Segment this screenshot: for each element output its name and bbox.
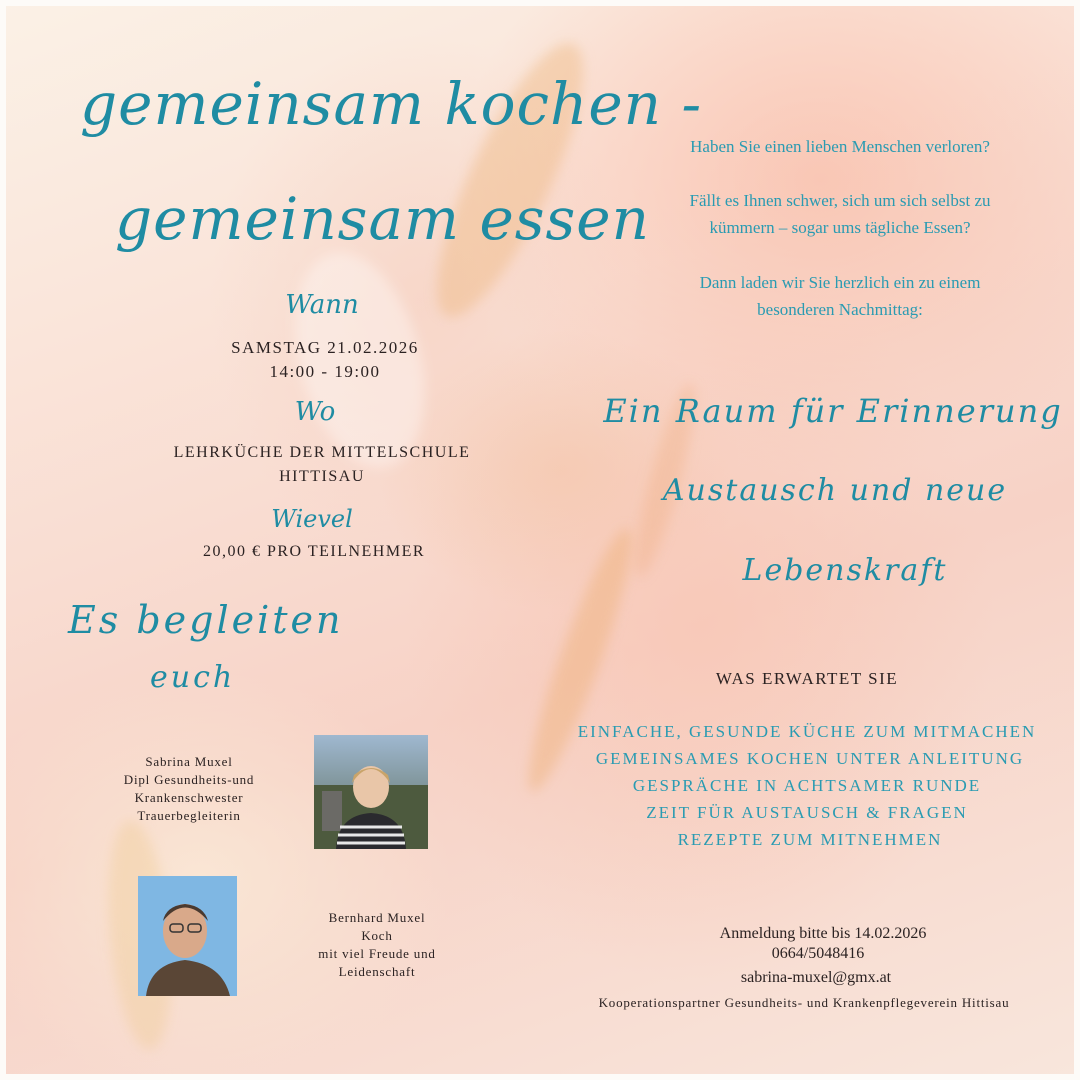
location-line-2: HITTISAU — [279, 468, 365, 485]
expect-item: EINFACHE, GESUNDE KÜCHE ZUM MITMACHEN — [577, 722, 1037, 741]
registration-deadline: Anmeldung bitte bis 14.02.2026 — [719, 925, 927, 942]
title-line-1: gemeinsam kochen - — [80, 70, 703, 138]
person1-role-3: Trauerbegleiterin — [137, 808, 241, 823]
location-line-1: LEHRKÜCHE DER MITTELSCHULE — [173, 444, 471, 461]
contact-email[interactable]: sabrina-muxel@gmx.at — [740, 969, 892, 986]
companions-heading-line-2: euch — [150, 660, 236, 695]
event-time: 14:00 - 19:00 — [269, 362, 381, 381]
person1-role-1: Dipl Gesundheits-und — [123, 772, 255, 787]
motto-line-3: Lebenskraft — [742, 553, 948, 588]
title-line-2: gemeinsam essen — [115, 185, 650, 253]
intro-question-2-line-2: kümmern – sogar ums tägliche Essen? — [709, 218, 971, 237]
invite-line-1: Dann laden wir Sie herzlich ein zu einem — [699, 273, 981, 292]
wieviel-label: Wievel — [271, 505, 353, 533]
person2-role-3: Leidenschaft — [338, 964, 416, 979]
expect-item: GEMEINSAMES KOCHEN UNTER ANLEITUNG — [595, 749, 1025, 768]
person2-role-1: Koch — [361, 928, 393, 943]
expect-item: ZEIT FÜR AUSTAUSCH & FRAGEN — [646, 803, 968, 822]
wo-label: Wo — [294, 397, 336, 427]
person1-role-2: Krankenschwester — [134, 790, 244, 805]
event-date: SAMSTAG 21.02.2026 — [231, 338, 419, 357]
motto-line-1: Ein Raum für Erinnerung — [603, 392, 1063, 430]
expect-item: GESPRÄCHE IN ACHTSAMER RUNDE — [632, 776, 982, 795]
person2-name: Bernhard Muxel — [328, 910, 426, 925]
intro-question-1: Haben Sie einen lieben Menschen verloren? — [690, 137, 990, 156]
expect-heading: WAS ERWARTET SIE — [715, 669, 899, 688]
invite-line-2: besonderen Nachmittag: — [757, 300, 923, 319]
photo-sabrina — [314, 735, 428, 849]
person1-name: Sabrina Muxel — [145, 754, 233, 769]
photo-bernhard — [138, 876, 237, 996]
wann-label: Wann — [285, 290, 359, 320]
cooperation-partner: Kooperationspartner Gesundheits- und Krankenpflegeverein Hittisau — [598, 995, 1010, 1010]
contact-phone[interactable]: 0664/5048416 — [771, 945, 865, 962]
intro-question-2-line-1: Fällt es Ihnen schwer, sich um sich selbst zu — [689, 191, 991, 210]
expect-item: REZEPTE ZUM MITNEHMEN — [677, 830, 943, 849]
person2-role-2: mit viel Freude und — [318, 946, 436, 961]
companions-heading-line-1: Es begleiten — [68, 598, 344, 642]
motto-line-2: Austausch und neue — [662, 473, 1008, 508]
event-price: 20,00 € PRO TEILNEHMER — [202, 543, 426, 560]
